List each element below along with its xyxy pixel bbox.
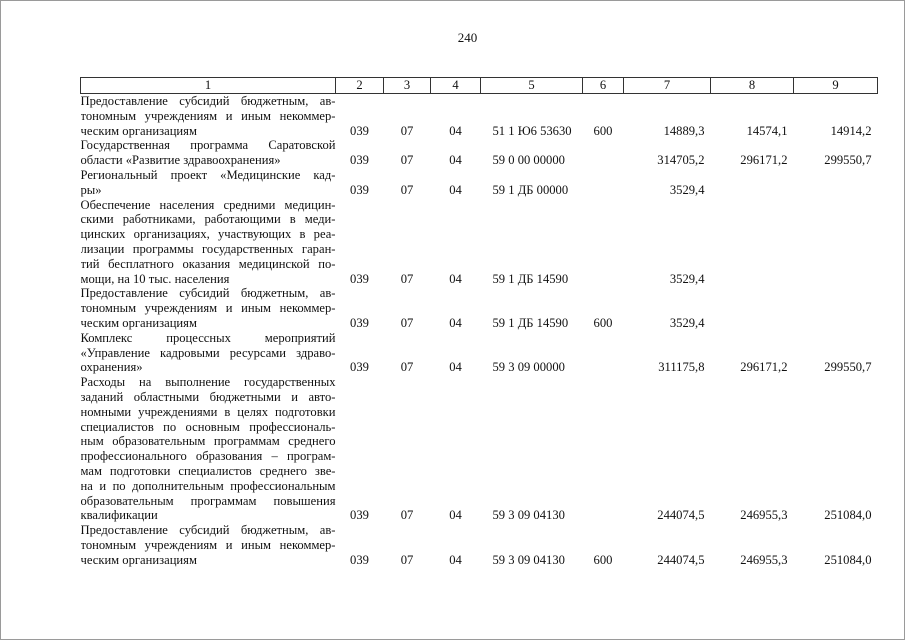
description-line: тономным учреждениям и иным некоммер- <box>80 301 336 316</box>
row-description <box>81 168 336 198</box>
column-header-5: 5 <box>481 78 583 94</box>
subsection-code: 04 <box>449 508 462 523</box>
amount-col9 <box>794 286 878 330</box>
column-header-6: 6 <box>583 78 624 94</box>
target-article: 59 1 ДБ 14590 <box>492 271 569 286</box>
amount-col7: 3529,4 <box>669 271 705 286</box>
expense-type <box>583 138 624 168</box>
expense-type: 600 <box>593 315 613 330</box>
description-line: скими работниками, работающими в меди- <box>80 212 336 227</box>
table-row <box>81 138 878 168</box>
description-line: лизации программы государственных гаран- <box>80 241 336 256</box>
description-line: ческим организациям <box>80 315 197 330</box>
section-code: 07 <box>400 508 414 523</box>
description-line: специалистов по основным профессиональ- <box>80 419 336 434</box>
row-description <box>81 523 336 567</box>
subsection-code: 04 <box>449 271 462 286</box>
target-article: 59 3 09 00000 <box>492 360 565 375</box>
ministry-code: 039 <box>350 182 369 197</box>
table-row <box>81 94 878 139</box>
amount-col7: 3529,4 <box>669 182 705 197</box>
column-header-3: 3 <box>384 78 431 94</box>
amount-col7: 311175,8 <box>658 360 705 375</box>
description-line: образовательным программам повышения <box>80 493 336 508</box>
header-row <box>81 78 878 94</box>
column-header-7: 7 <box>624 78 711 94</box>
amount-col8 <box>711 286 794 330</box>
description-line: Предоставление субсидий бюджетным, ав- <box>80 94 336 108</box>
target-article: 59 0 00 00000 <box>492 153 565 168</box>
table-body <box>81 94 878 568</box>
row-description <box>81 94 336 139</box>
description-line: заданий областными бюджетными и авто- <box>80 389 336 404</box>
description-line: тий бесплатного оказания медицинской по- <box>80 256 336 271</box>
description-line: Региональный проект «Медицинские кад- <box>80 167 336 182</box>
amount-col8: 296171,2 <box>740 360 788 375</box>
ministry-code: 039 <box>350 315 369 330</box>
section-code: 07 <box>400 360 414 375</box>
description-line: Предоставление субсидий бюджетным, ав- <box>80 523 336 538</box>
description-line: ры» <box>80 182 102 197</box>
amount-col9: 299550,7 <box>824 360 872 375</box>
description-line: области «Развитие здравоохранения» <box>80 153 281 168</box>
target-article: 59 3 09 04130 <box>492 552 565 567</box>
amount-col7: 14889,3 <box>663 123 705 138</box>
section-code: 07 <box>400 123 414 138</box>
description-line: номными учреждениями в целях подготовки <box>80 404 336 419</box>
table-row <box>81 523 878 567</box>
subsection-code: 04 <box>449 360 462 375</box>
amount-col7: 244074,5 <box>657 508 705 523</box>
ministry-code: 039 <box>350 508 369 523</box>
description-line: мам подготовки специалистов среднего зве- <box>80 463 336 478</box>
amount-col9: 251084,0 <box>824 508 872 523</box>
expense-type: 600 <box>593 123 613 138</box>
amount-col7: 314705,2 <box>657 153 705 168</box>
row-description <box>81 331 336 375</box>
table-row <box>81 168 878 198</box>
table-row <box>81 286 878 330</box>
section-code: 07 <box>400 271 414 286</box>
table-row <box>81 331 878 375</box>
target-article: 59 1 ДБ 14590 <box>492 315 569 330</box>
section-code: 07 <box>400 182 414 197</box>
subsection-code: 04 <box>449 315 462 330</box>
expense-type <box>583 331 624 375</box>
section-code: 07 <box>400 315 414 330</box>
amount-col8: 14574,1 <box>746 123 788 138</box>
description-line: Предоставление субсидий бюджетным, ав- <box>80 286 336 301</box>
subsection-code: 04 <box>449 182 462 197</box>
table-row <box>81 198 878 287</box>
description-line: ческим организациям <box>80 123 197 138</box>
ministry-code: 039 <box>350 552 369 567</box>
ministry-code: 039 <box>350 360 369 375</box>
section-code: 07 <box>400 153 414 168</box>
ministry-code: 039 <box>350 153 369 168</box>
amount-col8: 246955,3 <box>740 552 788 567</box>
expense-type <box>583 168 624 198</box>
column-header-9: 9 <box>794 78 878 94</box>
description-line: ным образовательным программам среднего <box>80 434 336 449</box>
expense-type <box>583 375 624 523</box>
column-header-4: 4 <box>431 78 481 94</box>
amount-col9: 299550,7 <box>824 153 872 168</box>
budget-table <box>80 77 878 568</box>
description-line: Государственная программа Саратовской <box>80 138 336 153</box>
subsection-code: 04 <box>449 552 462 567</box>
row-description <box>81 198 336 287</box>
description-line: мощи, на 10 тыс. населения <box>80 271 230 286</box>
row-description <box>81 138 336 168</box>
description-line: «Управление кадровыми ресурсами здраво- <box>80 345 336 360</box>
amount-col8: 296171,2 <box>740 153 788 168</box>
description-line: тономным учреждениям и иным некоммер- <box>80 537 336 552</box>
expense-type <box>583 198 624 287</box>
amount-col8 <box>711 168 794 198</box>
description-line: охранения» <box>80 360 143 375</box>
amount-col9: 251084,0 <box>824 552 872 567</box>
column-header-2: 2 <box>336 78 384 94</box>
description-line: Комплекс процессных мероприятий <box>80 330 336 345</box>
amount-col7: 3529,4 <box>669 315 705 330</box>
table-row <box>81 375 878 523</box>
subsection-code: 04 <box>449 153 462 168</box>
target-article: 51 1 Ю6 53630 <box>492 123 572 138</box>
section-code: 07 <box>400 552 414 567</box>
ministry-code: 039 <box>350 271 369 286</box>
column-header-1: 1 <box>81 78 336 94</box>
description-line: профессионального образования – програм- <box>80 449 336 464</box>
description-line: Обеспечение населения средними медицин- <box>80 197 336 212</box>
description-line: ческим организациям <box>80 552 197 567</box>
subsection-code: 04 <box>449 123 462 138</box>
description-line: тономным учреждениям и иным некоммер- <box>80 108 336 123</box>
amount-col9 <box>794 198 878 287</box>
description-line: цинских организациях, участвующих в реа- <box>80 227 336 242</box>
column-header-8: 8 <box>711 78 794 94</box>
description-line: на и по дополнительным профессиональным <box>80 478 336 493</box>
row-description <box>81 375 336 523</box>
amount-col9: 14914,2 <box>830 123 872 138</box>
target-article: 59 3 09 04130 <box>492 508 565 523</box>
amount-col8 <box>711 198 794 287</box>
amount-col8: 246955,3 <box>740 508 788 523</box>
description-line: Расходы на выполнение государственных <box>80 375 336 390</box>
target-article: 59 1 ДБ 00000 <box>492 182 569 197</box>
description-line: квалификации <box>80 508 158 523</box>
ministry-code: 039 <box>350 123 369 138</box>
page-number: 240 <box>457 30 478 45</box>
amount-col7: 244074,5 <box>657 552 705 567</box>
expense-type: 600 <box>593 552 613 567</box>
amount-col9 <box>794 168 878 198</box>
row-description <box>81 286 336 330</box>
